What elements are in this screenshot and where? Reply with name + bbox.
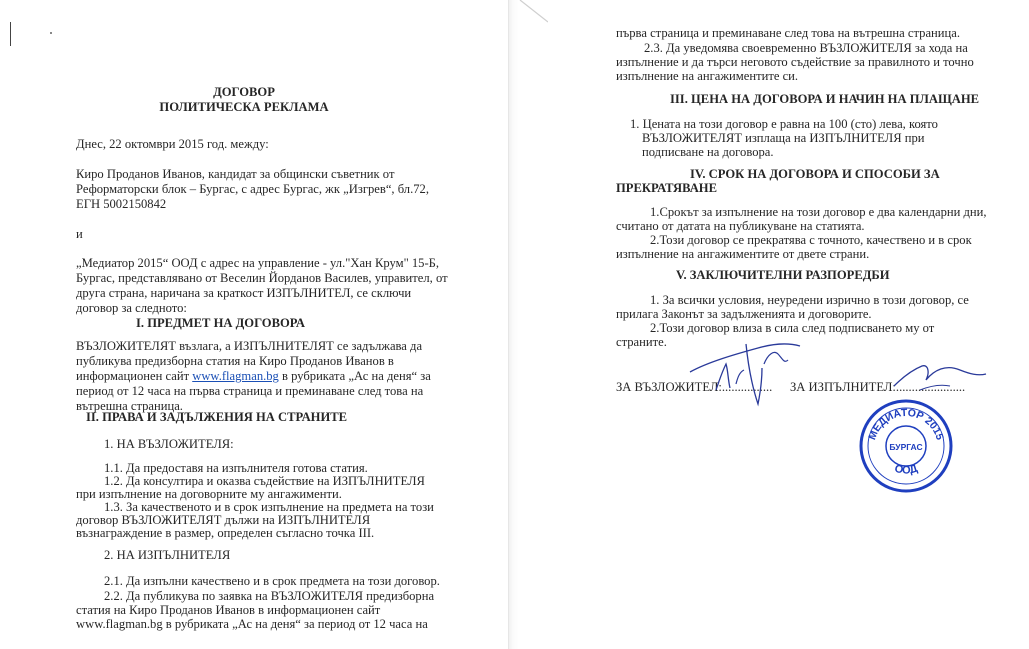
scan-dot [50,32,52,34]
section1-line: публикува предизборна статия на Киро Проданов Иванов в [76,354,394,368]
section3-line: ВЪЗЛОЖИТЕЛЯТ изплаща на ИЗПЪЛНИТЕЛЯ при [642,131,925,145]
party1-line: ЕГН 5002150842 [76,197,167,211]
sub1-line: 1.1. Да предоставя на изпълнителя готова статия. [104,461,368,475]
contract-title: ДОГОВОР [213,85,275,99]
section4-heading: ПРЕКРАТЯВАНЕ [616,181,718,195]
sub1-line: възнаграждение в размер, определен съгласно точка III. [76,526,375,540]
section4-line: 2.Този договор се прекратява с точното, качествено и в срок [650,233,972,247]
scan-mark [10,22,11,46]
section5-line: страните. [616,335,667,349]
stamp-center-text: БУРГАС [889,442,923,452]
party1-line: Реформаторски блок – Бургас, с адрес Бургас, жк „Изгрев“, бл.72, [76,182,429,196]
contract-subtitle: ПОЛИТИЧЕСКА РЕКЛАМА [159,100,329,114]
section1-text: в рубриката „Ас на деня“ за [278,369,431,383]
party2-line: договор за следното: [76,301,187,315]
section4-line: считано от датата на публикуване на статията. [616,219,865,233]
party1-line: Киро Проданов Иванов, кандидат за общински съветник от [76,167,395,181]
section3-heading: III. ЦЕНА НА ДОГОВОРА И НАЧИН НА ПЛАЩАНЕ [670,92,980,106]
sub1-line: 1.2. Да консултира и оказва съдействие на ИЗПЪЛНИТЕЛЯ [104,474,425,488]
and-conjunction: и [76,227,83,241]
section5-line: 1. За всички условия, неуредени изрично в този договор, се [650,293,969,307]
section1-line: вътрешна страница. [76,399,183,413]
continuation-line: първа страница и преминаване след това на вътрешна страница. [616,26,960,40]
flagman-link[interactable]: www.flagman.bg [192,369,279,383]
party2-line: друга страна, наричана за краткост ИЗПЪЛНИТЕЛ, се сключи [76,286,412,300]
date-line: Днес, 22 октомври 2015 год. между: [76,137,269,151]
sub1-line: при изпълнение на договорните му ангажименти. [76,487,342,501]
section5-line: прилага Законът за задълженията и договорите. [616,307,872,321]
stamp-bottom-text: ООД [892,462,920,477]
section3-line: 1. Цената на този договор е равна на 100 (сто) лева, която [630,117,938,131]
party2-line: Бургас, представлявано от Веселин Йорданов Василев, управител, от [76,271,448,285]
company-stamp-icon [858,398,954,494]
sub2-line: www.flagman.bg в рубриката „Ас на деня“ за период от 12 часа на [76,617,428,631]
sub2-line: статия на Киро Проданов Иванов в информационен сайт [76,603,381,617]
section4-line: изпълнение на ангажиментите от двете страни. [616,247,870,261]
page-right [518,0,1029,649]
signature-line-contractor: ЗА ИЗПЪЛНИТЕЛ:...................... [790,380,966,394]
section5-heading: V. ЗАКЛЮЧИТЕЛНИ РАЗПОРЕДБИ [676,268,890,282]
sub1-heading: 1. НА ВЪЗЛОЖИТЕЛЯ: [104,437,234,451]
signature-line-client: ЗА ВЪЗЛОЖИТЕЛ:................ [616,380,773,394]
sub1-line: договор ВЪЗЛОЖИТЕЛЯТ дължи на ИЗПЪЛНИТЕЛЯ [76,513,371,527]
section1-line: ВЪЗЛОЖИТЕЛЯТ възлага, а ИЗПЪЛНИТЕЛЯТ се задължава да [76,339,423,353]
party2-line: „Медиатор 2015“ ООД с адрес на управление - ул."Хан Крум" 15-Б, [76,256,440,270]
section2-heading: II. ПРАВА И ЗАДЪЛЖЕНИЯ НА СТРАНИТЕ [86,410,348,424]
section1-heading: I. ПРЕДМЕТ НА ДОГОВОРА [136,316,305,330]
contractor-signature-icon [890,356,990,396]
client-signature-icon [688,334,808,424]
sub2-line: 2.2. Да публикува по заявка на ВЪЗЛОЖИТЕЛЯ предизборна [104,589,435,603]
continuation-line: 2.3. Да уведомява своевременно ВЪЗЛОЖИТЕЛЯ за хода на [644,41,968,55]
section3-line: подписване на договора. [642,145,774,159]
continuation-line: изпълнение на ангажиментите си. [616,69,799,83]
section4-line: 1.Срокът за изпълнение на този договор е два календарни дни, [650,205,987,219]
section5-line: 2.Този договор влиза в сила след подписването му от [650,321,935,335]
section4-heading: IV. СРОК НА ДОГОВОРА И СПОСОБИ ЗА [690,167,940,181]
sub2-heading: 2. НА ИЗПЪЛНИТЕЛЯ [104,548,231,562]
section1-line: период от 12 часа на първа страница и преминаване след това на [76,384,424,398]
sub1-line: 1.3. За качественото и в срок изпълнение на предмета на този [104,500,434,514]
sub2-line: 2.1. Да изпълни качествено и в срок предмета на този договор. [104,574,440,588]
section1-line [76,369,431,384]
page-corner-mark [518,0,548,26]
continuation-line: изпълнение и да търси неговото съдействие за правилното и точно [616,55,974,69]
page-left [0,0,508,649]
stamp-top-text: МЕДИАТОР 2015 [866,406,946,442]
section1-text: информационен сайт [76,369,193,383]
